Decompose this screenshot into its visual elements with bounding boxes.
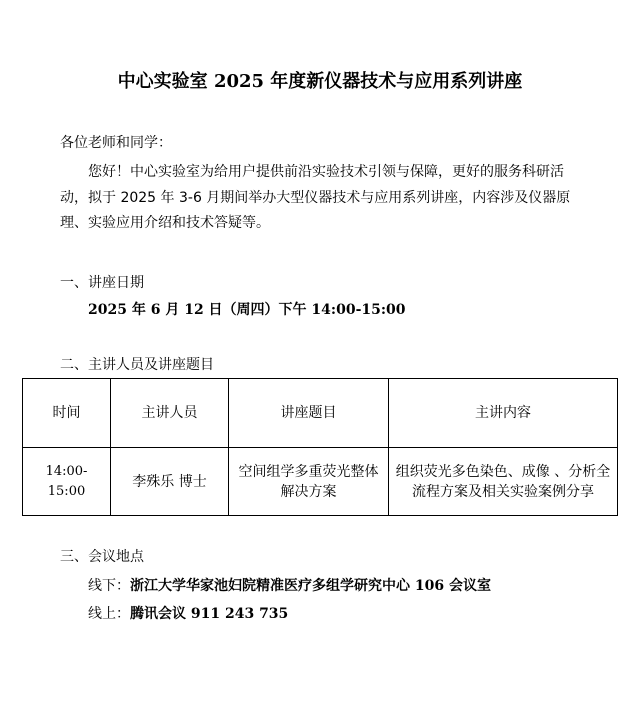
online-location [88,603,288,625]
cell-speaker: 李殊乐 博士 [111,448,229,516]
offline-value: 浙江大学华家池妇院精准医疗多组学研究中心 106 会议室 [130,578,491,594]
header-time: 时间 [23,379,111,448]
online-value: 腾讯会议 911 243 735 [130,606,289,622]
online-label: 线上： [88,606,130,622]
lecture-date: 2025 年 6 月 12 日（周四）下午 14:00-15:00 [88,302,406,318]
intro-paragraph: 您好！中心实验室为给用户提供前沿实验技术引领与保障，更好的服务科研活动，拟于 2025 年 3-6 月期间举办大型仪器技术与应用系列讲座，内容涉及仪器原理、实验应用介绍和技术答疑等。 [60,164,571,231]
greeting: 各位老师和同学： [60,135,172,151]
cell-time: 14:00-15:00 [23,448,111,516]
table-row [23,448,618,516]
section-date-heading: 一、讲座日期 [60,275,144,291]
section-speakers-heading: 二、主讲人员及讲座题目 [60,357,214,373]
offline-label: 线下： [88,578,130,594]
speaker-table [22,378,618,516]
page-title: 中心实验室 2025 年度新仪器技术与应用系列讲座 [117,71,523,92]
section-location-heading: 三、会议地点 [60,549,144,565]
table-header-row [23,379,618,448]
header-content: 主讲内容 [389,379,618,448]
cell-content: 组织荧光多色染色、成像 、分析全流程方案及相关实验案例分享 [389,448,618,516]
offline-location [88,575,491,597]
header-topic: 讲座题目 [229,379,389,448]
cell-topic: 空间组学多重荧光整体解决方案 [229,448,389,516]
header-speaker: 主讲人员 [111,379,229,448]
